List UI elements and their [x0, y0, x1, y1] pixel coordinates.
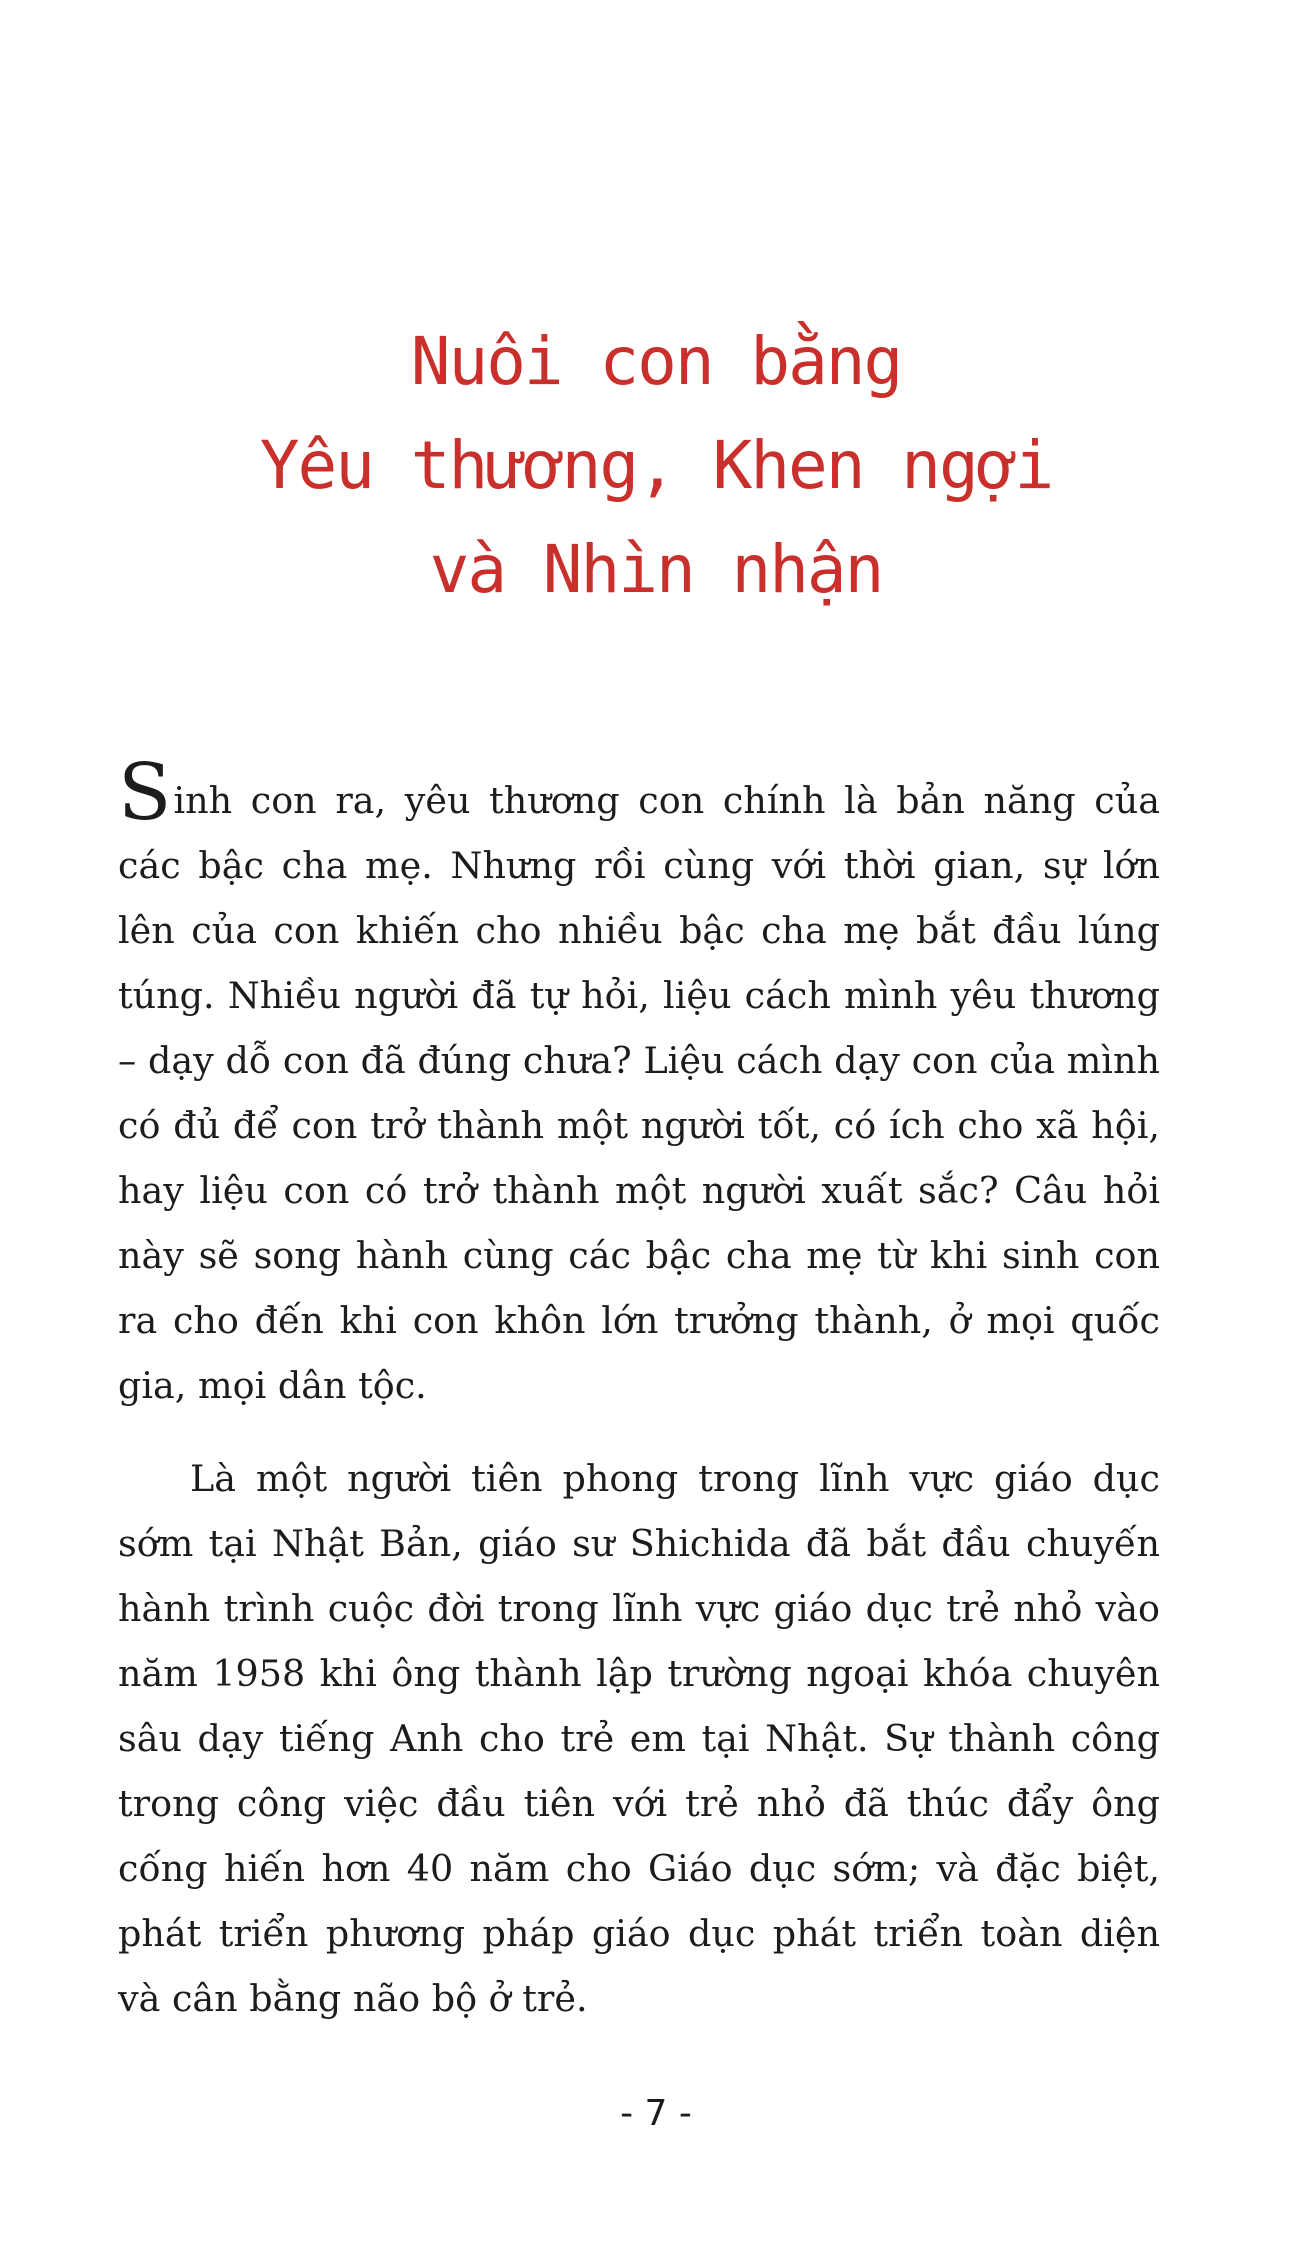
drop-cap: S [118, 748, 172, 838]
paragraph-1 [118, 748, 1160, 1418]
page-number: - 7 - [620, 2093, 692, 2134]
chapter-title-line-3: và Nhìn nhận [429, 531, 883, 608]
chapter-title [0, 310, 1312, 622]
body-text [118, 748, 1160, 2031]
paragraph-1-text: inh con ra, yêu thương con chính là bản năng của các bậc cha mẹ. Nhưng rồi cùng với thời gian, sự lớn lên của con khiến cho nhiều bậc cha mẹ bắt đầu lúng túng. Nhiều người đã tự hỏi, liệu cách mình yêu thương – dạy dỗ con đã đúng chưa? Liệu cách dạy con của mình có đủ để con trở thành một người tốt, có ích cho xã hội, hay liệu con có trở thành một người xuất sắc? Câu hỏi này sẽ song hành cùng các bậc cha mẹ từ khi sinh con ra cho đến khi con khôn lớn trưởng thành, ở mọi quốc gia, mọi dân tộc. [118, 779, 1160, 1407]
chapter-title-line-1: Nuôi con bằng [410, 323, 902, 400]
chapter-title-line-2: Yêu thương, Khen ngợi [259, 427, 1053, 504]
paragraph-2: Là một người tiên phong trong lĩnh vực giáo dục sớm tại Nhật Bản, giáo sư Shichida đã bắt đầu chuyến hành trình cuộc đời trong lĩnh vực giáo dục trẻ nhỏ vào năm 1958 khi ông thành lập trường ngoại khóa chuyên sâu dạy tiếng Anh cho trẻ em tại Nhật. Sự thành công trong công việc đầu tiên với trẻ nhỏ đã thúc đẩy ông cống hiến hơn 40 năm cho Giáo dục sớm; và đặc biệt, phát triển phương pháp giáo dục phát triển toàn diện và cân bằng não bộ ở trẻ. [118, 1457, 1160, 2020]
